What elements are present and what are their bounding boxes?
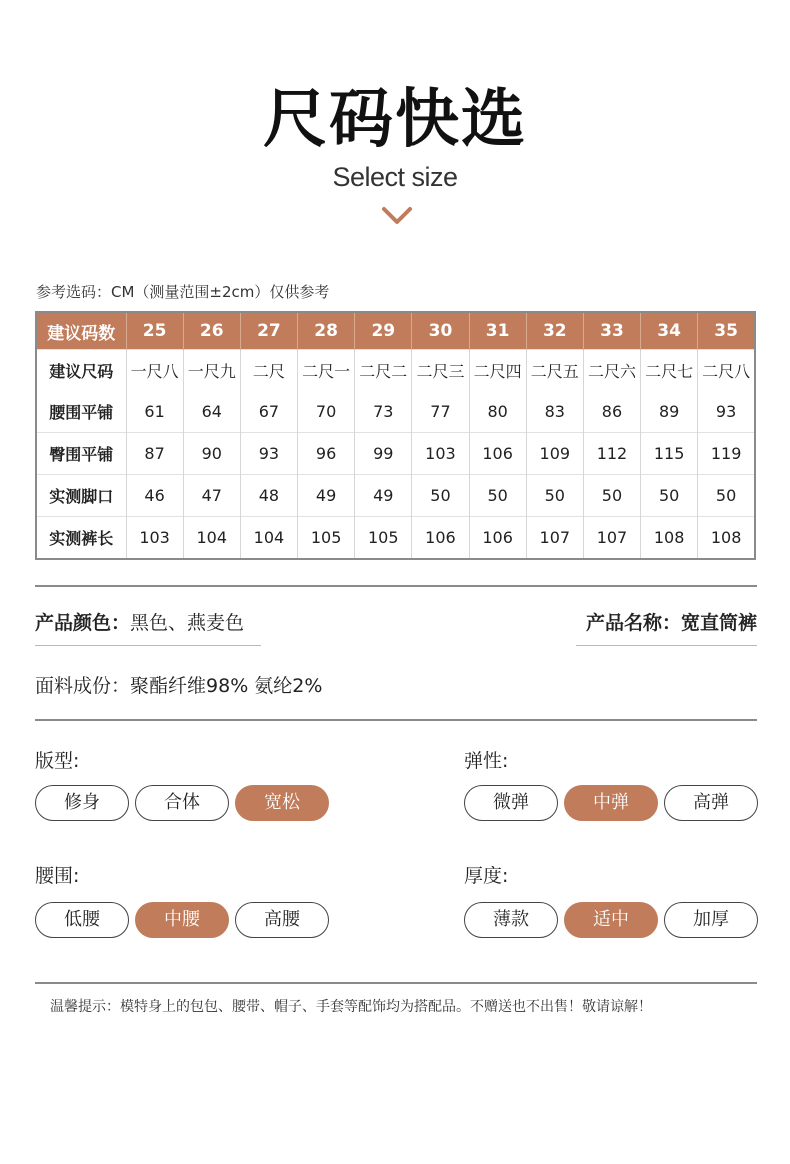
size-header-cell: 33	[583, 312, 640, 350]
size-header-cell: 35	[698, 312, 755, 350]
table-cell: 49	[355, 475, 412, 517]
table-cell: 二尺	[240, 350, 297, 392]
size-header-cell: 34	[641, 312, 698, 350]
product-color-value: 黑色、燕麦色	[130, 612, 245, 634]
table-cell: 64	[183, 391, 240, 433]
table-cell: 103	[126, 517, 183, 560]
table-cell: 一尺九	[183, 350, 240, 392]
table-cell: 50	[698, 475, 755, 517]
table-cell: 49	[298, 475, 355, 517]
waist-option-low[interactable]: 低腰	[35, 902, 129, 938]
table-cell: 105	[298, 517, 355, 560]
product-name	[586, 608, 757, 635]
fit-option-slim[interactable]: 修身	[35, 785, 129, 821]
fabric-value: 聚酯纤维98% 氨纶2%	[130, 675, 323, 697]
underline	[35, 645, 261, 646]
elasticity-option-medium[interactable]: 中弹	[564, 785, 658, 821]
table-cell: 二尺七	[641, 350, 698, 392]
table-cell: 105	[355, 517, 412, 560]
table-cell: 73	[355, 391, 412, 433]
table-cell: 89	[641, 391, 698, 433]
product-name-value: 宽直筒裤	[680, 612, 757, 634]
thickness-option-thin[interactable]: 薄款	[464, 902, 558, 938]
table-cell: 96	[298, 433, 355, 475]
table-cell: 50	[469, 475, 526, 517]
table-cell: 106	[412, 517, 469, 560]
table-cell: 103	[412, 433, 469, 475]
table-cell: 70	[298, 391, 355, 433]
table-cell: 77	[412, 391, 469, 433]
table-cell: 104	[240, 517, 297, 560]
table-row	[36, 350, 755, 392]
table-cell: 61	[126, 391, 183, 433]
row-label: 臀围平铺	[36, 433, 126, 475]
table-cell: 115	[641, 433, 698, 475]
table-cell: 87	[126, 433, 183, 475]
table-cell: 二尺八	[698, 350, 755, 392]
table-cell: 二尺一	[298, 350, 355, 392]
size-header-cell: 32	[526, 312, 583, 350]
table-cell: 107	[583, 517, 640, 560]
table-cell: 二尺二	[355, 350, 412, 392]
table-cell: 119	[698, 433, 755, 475]
product-color	[35, 608, 244, 635]
table-cell: 106	[469, 433, 526, 475]
table-cell: 107	[526, 517, 583, 560]
page-title: 尺码快选	[263, 83, 527, 157]
thickness-option-thick[interactable]: 加厚	[664, 902, 758, 938]
table-cell: 112	[583, 433, 640, 475]
row-label: 实测裤长	[36, 517, 126, 560]
table-cell: 109	[526, 433, 583, 475]
table-cell: 47	[183, 475, 240, 517]
section-divider	[35, 982, 757, 984]
fit-label: 版型:	[35, 750, 80, 772]
table-cell: 99	[355, 433, 412, 475]
row-label: 建议尺码	[36, 350, 126, 392]
waist-label: 腰围:	[35, 865, 80, 887]
size-header-cell: 29	[355, 312, 412, 350]
size-header-cell: 26	[183, 312, 240, 350]
fit-option-loose[interactable]: 宽松	[235, 785, 329, 821]
table-cell: 二尺六	[583, 350, 640, 392]
table-cell: 108	[698, 517, 755, 560]
table-cell: 二尺三	[412, 350, 469, 392]
product-name-label: 产品名称：	[585, 612, 681, 634]
table-cell: 93	[240, 433, 297, 475]
table-cell: 一尺八	[126, 350, 183, 392]
elasticity-label: 弹性:	[464, 750, 509, 772]
row-label: 腰围平铺	[36, 391, 126, 433]
table-cell: 50	[641, 475, 698, 517]
table-cell: 104	[183, 517, 240, 560]
fabric-label: 面料成份：	[35, 675, 131, 697]
waist-option-high[interactable]: 高腰	[235, 902, 329, 938]
thickness-label: 厚度:	[464, 865, 509, 887]
section-divider	[35, 719, 757, 721]
waist-option-mid[interactable]: 中腰	[135, 902, 229, 938]
size-header-label: 建议码数	[36, 312, 126, 350]
warm-tip: 温馨提示：模特身上的包包、腰带、帽子、手套等配饰均为搭配品。不赠送也不出售！敬请谅解！	[50, 999, 652, 1015]
size-table	[35, 311, 756, 560]
table-row	[36, 475, 755, 517]
size-table-header-row	[36, 312, 755, 350]
elasticity-option-high[interactable]: 高弹	[664, 785, 758, 821]
fit-option-regular[interactable]: 合体	[135, 785, 229, 821]
table-cell: 二尺五	[526, 350, 583, 392]
table-cell: 108	[641, 517, 698, 560]
table-cell: 67	[240, 391, 297, 433]
table-row	[36, 433, 755, 475]
underline	[576, 645, 757, 646]
table-cell: 48	[240, 475, 297, 517]
table-row	[36, 517, 755, 560]
table-cell: 93	[715, 402, 737, 421]
section-divider	[35, 585, 757, 587]
table-cell: 86	[583, 391, 640, 433]
product-color-label: 产品颜色：	[35, 612, 131, 634]
table-cell: 80	[469, 391, 526, 433]
table-cell: 106	[469, 517, 526, 560]
table-cell: 50	[412, 475, 469, 517]
size-header-cell: 25	[126, 312, 183, 350]
table-cell: 46	[126, 475, 183, 517]
size-header-cell: 27	[240, 312, 297, 350]
thickness-option-medium[interactable]: 适中	[564, 902, 658, 938]
table-cell: 50	[583, 475, 640, 517]
table-cell: 二尺四	[469, 350, 526, 392]
table-cell: 83	[526, 391, 583, 433]
measurement-note: 参考选码：CM（测量范围±2cm）仅供参考	[36, 283, 330, 301]
table-row	[36, 391, 755, 433]
row-label: 实测脚口	[36, 475, 126, 517]
fabric-composition	[35, 671, 322, 698]
chevron-down-icon	[381, 205, 413, 227]
size-header-cell: 31	[469, 312, 526, 350]
elasticity-option-slight[interactable]: 微弹	[464, 785, 558, 821]
table-cell: 50	[526, 475, 583, 517]
size-header-cell: 30	[412, 312, 469, 350]
table-cell: 90	[183, 433, 240, 475]
page-subtitle: Select size	[332, 162, 458, 192]
size-header-cell: 28	[298, 312, 355, 350]
